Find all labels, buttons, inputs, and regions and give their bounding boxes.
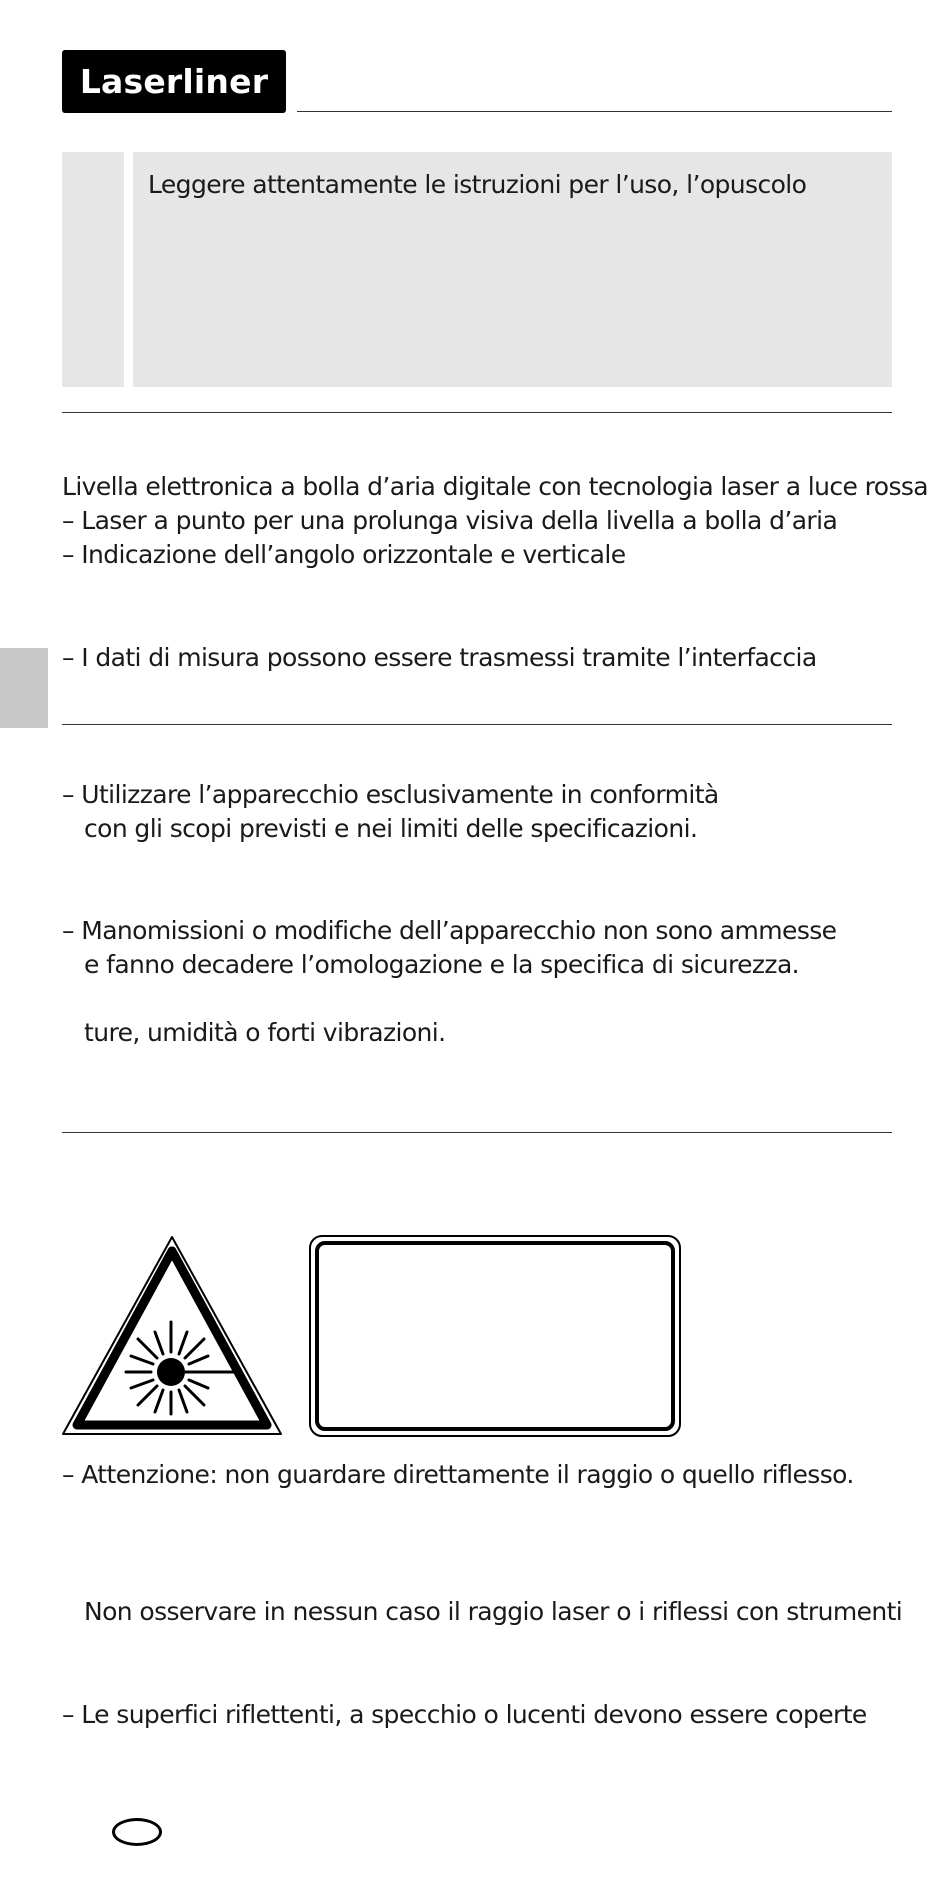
brand-logo: Laserliner: [62, 50, 286, 113]
header-rule: [297, 111, 892, 112]
feature-line-3: – Indicazione dell’angolo orizzontale e verticale: [62, 540, 626, 569]
feature-line-2: – Laser a punto per una prolunga visiva della livella a bolla d’aria: [62, 506, 838, 535]
language-badge-icon: [112, 1818, 162, 1846]
safety-item-2-line-2: e fanno decadere l’omologazione e la specifica di sicurezza.: [84, 950, 800, 979]
section-divider-2: [62, 724, 892, 725]
section-divider-3: [62, 1132, 892, 1133]
section-divider-1: [62, 412, 892, 413]
feature-interface-line: – I dati di misura possono essere trasmessi tramite l’interfaccia: [62, 643, 817, 672]
safety-item-1-line-1: – Utilizzare l’apparecchio esclusivamente in conformità: [62, 780, 719, 809]
safety-item-3-line: ture, umidità o forti vibrazioni.: [84, 1018, 446, 1047]
safety-item-1-line-2: con gli scopi previsti e nei limiti delle specificazioni.: [84, 814, 698, 843]
laser-optics-text: Non osservare in nessun caso il raggio laser o i riflessi con strumenti: [84, 1597, 903, 1626]
info-box-text: Leggere attentamente le istruzioni per l’uso, l’opuscolo: [148, 170, 807, 199]
safety-item-2-line-1: – Manomissioni o modifiche dell’apparecchio non sono ammesse: [62, 916, 837, 945]
feature-line-1: Livella elettronica a bolla d’aria digitale con tecnologia laser a luce rossa: [62, 472, 929, 501]
laser-class-label-icon: [308, 1234, 682, 1438]
side-tab-marker: [0, 648, 48, 728]
laser-warning-text: – Attenzione: non guardare direttamente il raggio o quello riflesso.: [62, 1460, 854, 1489]
laser-surfaces-text: – Le superfici riflettenti, a specchio o lucenti devono essere coperte: [62, 1700, 867, 1729]
laser-warning-triangle-icon: [60, 1234, 284, 1438]
info-box-icon-area: [62, 152, 124, 387]
